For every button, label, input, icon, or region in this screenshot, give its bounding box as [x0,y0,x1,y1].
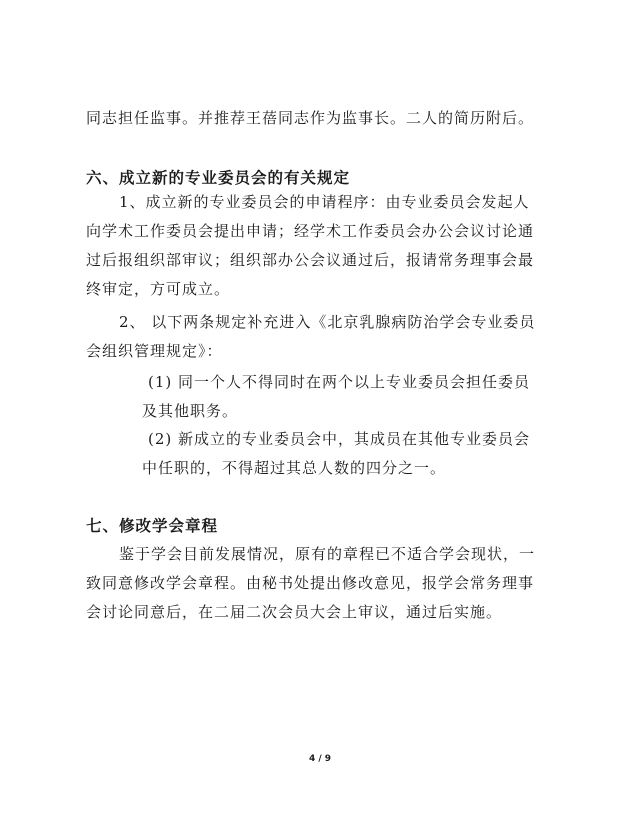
rule-item-1 [142,368,548,426]
section-heading-7: 七、修改学会章程 [86,516,219,535]
section-heading-6: 六、成立新的专业委员会的有关规定 [86,168,351,187]
page-number: 4 / 9 [308,754,332,764]
text-line: 终审定，方可成立。 [86,280,231,298]
paragraph-charter-revision [86,540,548,627]
text-line: 过后报组织部审议；组织部办公会议通过后，报请常务理事会最 [86,251,535,269]
text-line: 中任职的，不得超过其总人数的四分之一。 [142,459,447,477]
text-line: 鉴于学会目前发展情况，原有的章程已不适合学会现状，一 [119,545,536,563]
text-line: 会讨论同意后，在二届二次会员大会上审议，通过后实施。 [86,603,503,621]
text-line: 及其他职务。 [142,402,239,420]
text-line: 同志担任监事。并推荐王蓓同志作为监事长。二人的简历附后。 [86,109,535,127]
text-line: 向学术工作委员会提出申请；经学术工作委员会办公会议讨论通 [86,222,535,240]
text-line: 1、成立新的专业委员会的申请程序：由专业委员会发起人 [119,193,530,211]
rule-item-2 [142,425,548,483]
text-line: 会组织管理规定》： [86,342,223,360]
text-line: (2) 新成立的专业委员会中，其成员在其他专业委员会 [148,430,531,448]
text-line: 2、 以下两条规定补充进入《北京乳腺病防治学会专业委员 [119,313,536,331]
text-line: 致同意修改学会章程。由秘书处提出修改意见，报学会常务理事 [86,574,535,592]
paragraph-supplementary-rules [86,308,548,366]
paragraph-application-procedure [86,188,548,304]
text-line: (1) 同一个人不得同时在两个以上专业委员会担任委员 [148,373,531,391]
paragraph-supervisor [86,104,548,133]
